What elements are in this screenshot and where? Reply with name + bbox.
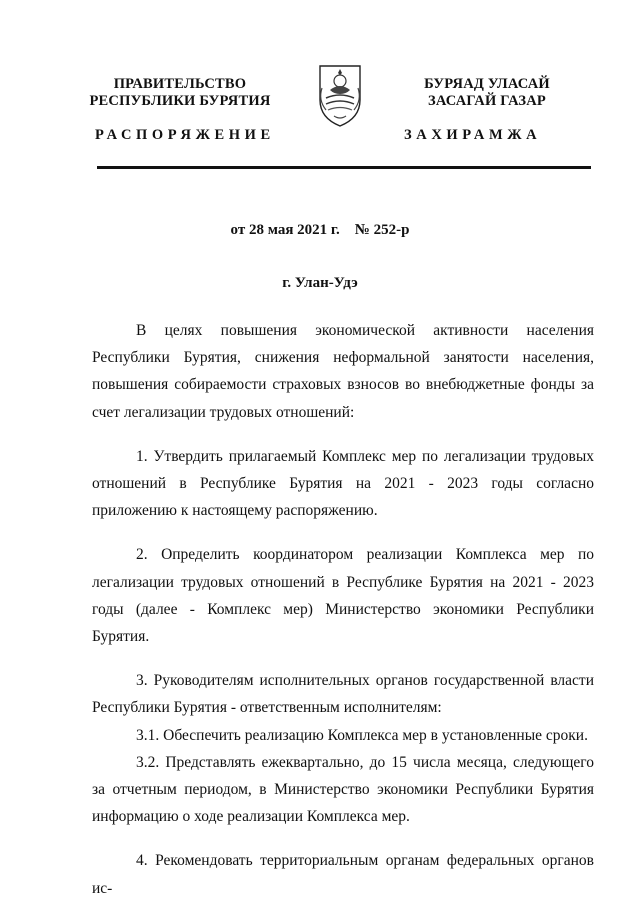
clause-3-1: 3.1. Обеспечить реализацию Комплекса мер в установленные сроки. [136, 726, 588, 744]
coat-of-arms-icon [316, 60, 364, 128]
government-title [70, 76, 290, 110]
clause-1: 1. Утвердить прилагаемый Комплекс мер по легализации трудовых отношений в Республике Бурятия на 2021 - 2023 годы согласно приложению к настоящему распоряжению. [92, 447, 594, 520]
government-title-buryat-line2: ЗАСАГАЙ ГАЗАР [428, 93, 546, 109]
clause-3-2: 3.2. Представлять ежеквартально, до 15 числа месяца, следующего за отчетным периодом, в Министерство экономики Республики Бурятия информацию о ходе реализации Комплекса мер. [92, 753, 594, 826]
government-title-buryat [392, 76, 582, 110]
document-type-label: РАСПОРЯЖЕНИЕ [95, 127, 275, 143]
government-title-line1: ПРАВИТЕЛЬСТВО [113, 76, 247, 92]
header-divider [97, 166, 591, 169]
government-title-line2: РЕСПУБЛИКИ БУРЯТИЯ [89, 93, 271, 109]
document-body [92, 317, 594, 902]
clause-3: 3. Руководителям исполнительных органов государственной власти Республики Бурятия - ответственным исполнителям: [92, 672, 594, 717]
clause-4: 4. Рекомендовать территориальным органам федеральных органов ис- [92, 852, 594, 897]
government-title-buryat-line1: БУРЯАД УЛАСАЙ [424, 76, 550, 92]
document-type-label-buryat: ЗАХИРАМЖА [404, 127, 542, 143]
intro-paragraph: В целях повышения экономической активности населения Республики Бурятия, снижения неформальной занятости населения, повышения собираемости страховых взносов во внебюджетные фонды за счет легализации трудовых отношений: [92, 322, 594, 421]
clause-2: 2. Определить координатором реализации Комплекса мер по легализации трудовых отношений в Республике Бурятия на 2021 - 2023 годы (далее - Комплекс мер) Министерство экономики Республики Бурятия. [92, 546, 594, 646]
document-city: г. Улан-Удэ [282, 275, 358, 291]
document-date-number: от 28 мая 2021 г. № 252-р [230, 222, 410, 238]
